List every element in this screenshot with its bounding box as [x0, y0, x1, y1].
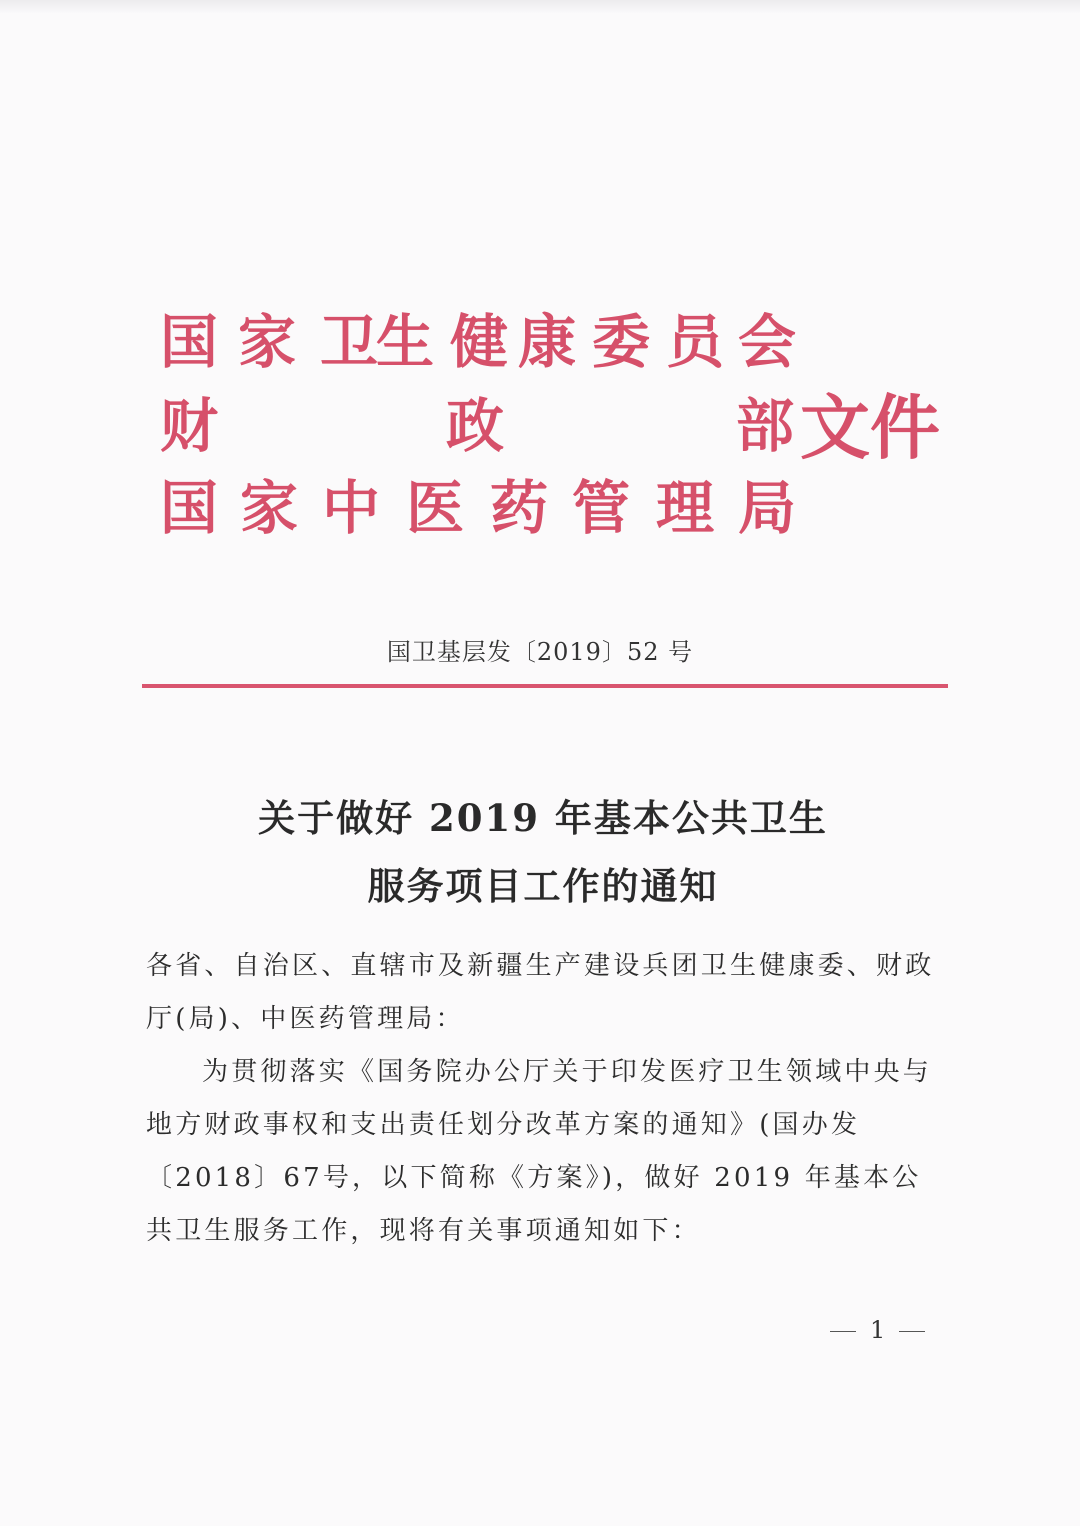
page-number-dash — [830, 1331, 856, 1333]
issuer-char: 政 — [446, 392, 505, 460]
document-number: 国卫基层发〔2019〕52 号 — [386, 638, 694, 666]
issuer-char: 医 — [406, 474, 465, 542]
issuer-char: 生 — [376, 308, 435, 376]
issuer-char: 健 — [450, 308, 509, 376]
issuer-char: 管 — [572, 474, 631, 542]
issuer-char: 理 — [656, 474, 715, 542]
issuer-char: 卫 — [320, 308, 379, 376]
page-number — [816, 1316, 939, 1344]
header-divider — [142, 684, 948, 688]
addressee: 各省、自治区、直辖市及新疆生产建设兵团卫生健康委、财政厅(局)、中医药管理局： — [146, 951, 935, 1034]
issuer-char: 局 — [738, 474, 797, 542]
issuer-char: 财 — [160, 392, 219, 460]
title-line-2: 服务项目工作的通知 — [367, 864, 719, 908]
body-paragraph: 为贯彻落实《国务院办公厅关于印发医疗卫生领域中央与地方财政事权和支出责任划分改革方案的通知》(国办发〔2018〕67号，以下简称《方案》)，做好 2019 年基本公共卫生服务工作，现将有关事项通知如下： — [146, 1057, 933, 1246]
issuer-char: 康 — [518, 308, 577, 376]
issuer-char: 中 — [322, 474, 381, 542]
issuer-char: 员 — [666, 308, 725, 376]
issuer-char: 国 — [160, 474, 219, 542]
issuer-char: 会 — [738, 308, 797, 376]
scan-edge-shadow — [0, 0, 1080, 14]
issuer-char: 国 — [160, 308, 219, 376]
page-number-value: 1 — [870, 1316, 886, 1344]
issuer-char: 药 — [490, 474, 549, 542]
title-line-1: 关于做好 2019 年基本公共卫生 — [258, 796, 828, 840]
document-suffix: 文件 — [800, 386, 940, 469]
issuer-char: 家 — [240, 474, 299, 542]
page-number-dash — [899, 1331, 925, 1333]
issuer-char: 部 — [736, 392, 795, 460]
issuer-char: 家 — [238, 308, 297, 376]
issuer-char: 委 — [592, 308, 651, 376]
